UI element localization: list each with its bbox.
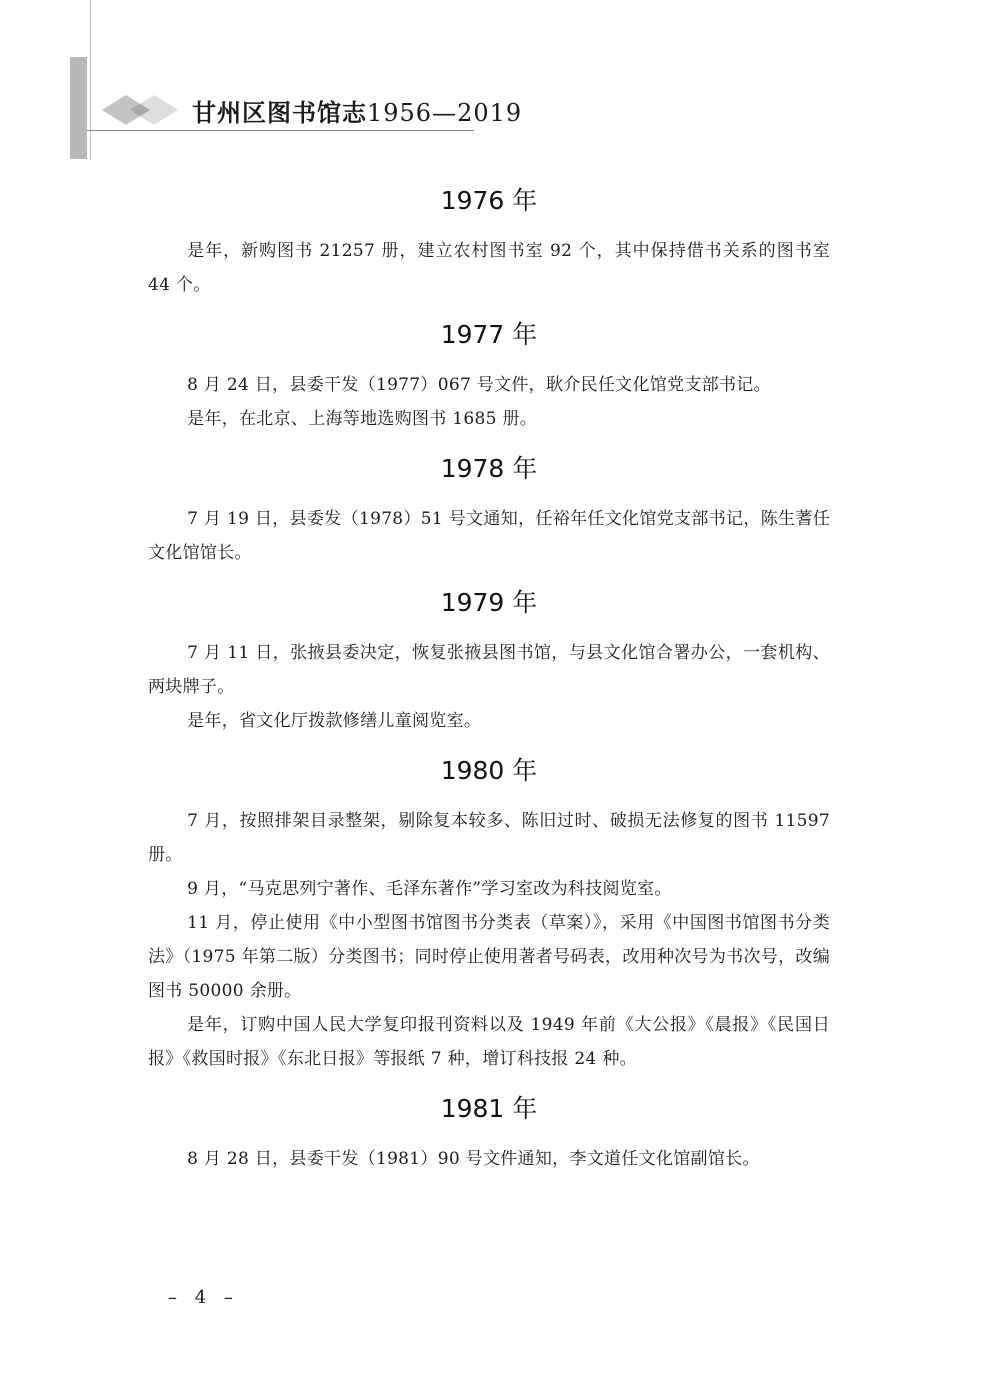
year-heading: 1979 年 bbox=[440, 588, 538, 617]
entry-paragraph: 是年，在北京、上海等地选购图书 1685 册。 bbox=[187, 409, 538, 429]
year-heading: 1981 年 bbox=[440, 1094, 538, 1123]
entry-paragraph: 7 月 19 日，县委发（1978）51 号文通知，任裕年任文化馆党支部书记，陈生蓍任文化馆馆长。 bbox=[148, 509, 830, 563]
header-rule bbox=[87, 130, 474, 131]
year-section-1977 bbox=[148, 312, 830, 436]
entry-paragraph: 8 月 28 日，县委干发（1981）90 号文件通知，李文道任文化馆副馆长。 bbox=[187, 1149, 760, 1169]
year-section-1976 bbox=[148, 178, 830, 302]
entry-paragraph: 9 月，“马克思列宁著作、毛泽东著作”学习室改为科技阅览室。 bbox=[187, 879, 672, 899]
entry-paragraph: 8 月 24 日，县委干发（1977）067 号文件，耿介民任文化馆党支部书记。 bbox=[187, 375, 771, 395]
running-header bbox=[192, 93, 522, 128]
entry-paragraph: 7 月，按照排架目录整架，剔除复本较多、陈旧过时、破损无法修复的图书 11597 册。 bbox=[148, 811, 830, 865]
entry-paragraph: 是年，省文化厅拨款修缮儿童阅览室。 bbox=[187, 711, 482, 731]
year-section-1979 bbox=[148, 580, 830, 738]
entry-paragraph: 11 月，停止使用《中小型图书馆图书分类表（草案）》，采用《中国图书馆图书分类法》（1975 年第二版）分类图书；同时停止使用著者号码表，改用种次号为书次号，改编图书 50000 余册。 bbox=[148, 913, 830, 1001]
header-diamonds-icon bbox=[102, 92, 182, 128]
entry-paragraph: 是年，订购中国人民大学复印报刊资料以及 1949 年前《大公报》《晨报》《民国日报》《救国时报》《东北日报》等报纸 7 种，增订科技报 24 种。 bbox=[148, 1015, 830, 1069]
header-title: 甘州区图书馆志 bbox=[192, 98, 367, 127]
year-section-1980 bbox=[148, 748, 830, 1076]
entry-paragraph: 是年，新购图书 21257 册，建立农村图书室 92 个，其中保持借书关系的图书室 44 个。 bbox=[148, 241, 830, 295]
page-number: – 4 – bbox=[168, 1287, 239, 1308]
year-heading: 1977 年 bbox=[440, 320, 538, 349]
year-heading: 1978 年 bbox=[440, 454, 538, 483]
year-heading: 1980 年 bbox=[440, 756, 538, 785]
decor-gray-bar bbox=[70, 57, 87, 159]
year-section-1981 bbox=[148, 1086, 830, 1176]
decor-vertical-line-left bbox=[90, 0, 91, 160]
chronicle-body bbox=[148, 178, 830, 1186]
header-years: 1956—2019 bbox=[367, 99, 523, 127]
year-section-1978 bbox=[148, 446, 830, 570]
year-heading: 1976 年 bbox=[440, 186, 538, 215]
entry-paragraph: 7 月 11 日，张掖县委决定，恢复张掖县图书馆，与县文化馆合署办公，一套机构、两块牌子。 bbox=[148, 643, 830, 697]
